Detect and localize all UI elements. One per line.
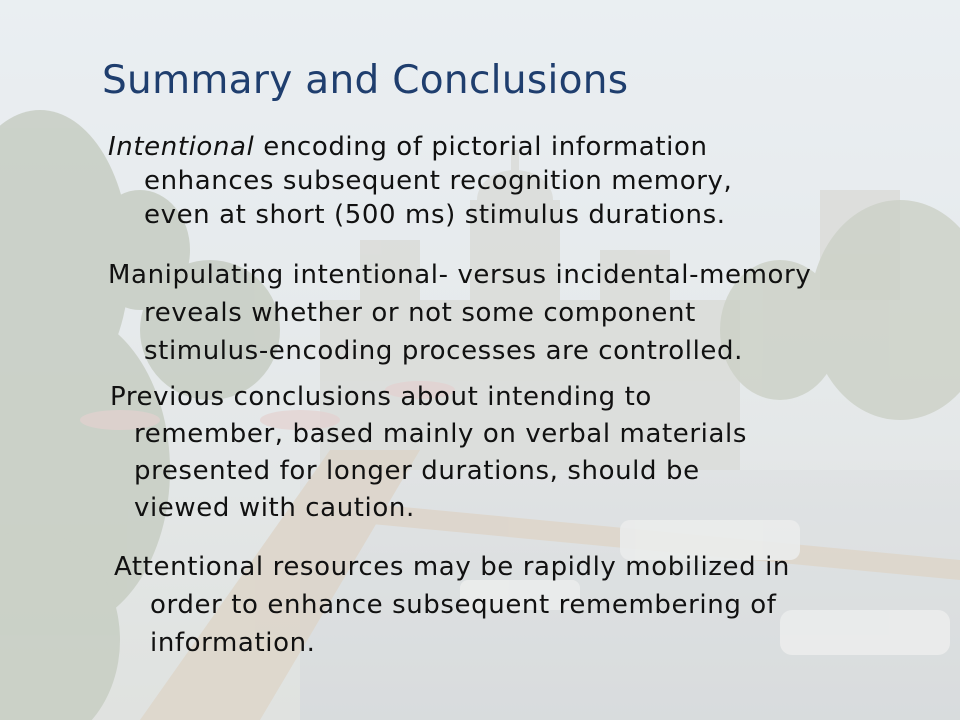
point-3-line-4: viewed with caution. xyxy=(134,493,415,523)
point-4-line-3: information. xyxy=(150,628,316,658)
conclusion-point-3 xyxy=(110,384,747,532)
point-3-line-1: Previous conclusions about intending to xyxy=(110,382,652,412)
slide-title: Summary and Conclusions xyxy=(102,58,629,103)
point-3-line-2: remember, based mainly on verbal materials xyxy=(134,419,747,449)
point-3-line-3: presented for longer durations, should be xyxy=(134,456,700,486)
point-2-line-2: reveals whether or not some component xyxy=(144,298,696,328)
conclusion-point-2 xyxy=(108,262,811,376)
point-1-line-1 xyxy=(108,134,732,168)
point-4-line-2: order to enhance subsequent remembering of xyxy=(150,590,777,620)
point-4-line-1: Attentional resources may be rapidly mobilized in xyxy=(114,552,791,582)
point-1-line-3: even at short (500 ms) stimulus durations. xyxy=(144,200,726,230)
point-2-line-1: Manipulating intentional- versus incidental-memory xyxy=(108,260,812,290)
conclusion-point-4 xyxy=(114,554,790,668)
point-1-emphasis: Intentional xyxy=(108,132,255,162)
point-1-line-1-text: encoding of pictorial information xyxy=(254,132,708,162)
point-1-line-2: enhances subsequent recognition memory, xyxy=(144,166,733,196)
conclusion-point-1 xyxy=(108,134,732,236)
point-2-line-3: stimulus-encoding processes are controlled. xyxy=(144,336,743,366)
